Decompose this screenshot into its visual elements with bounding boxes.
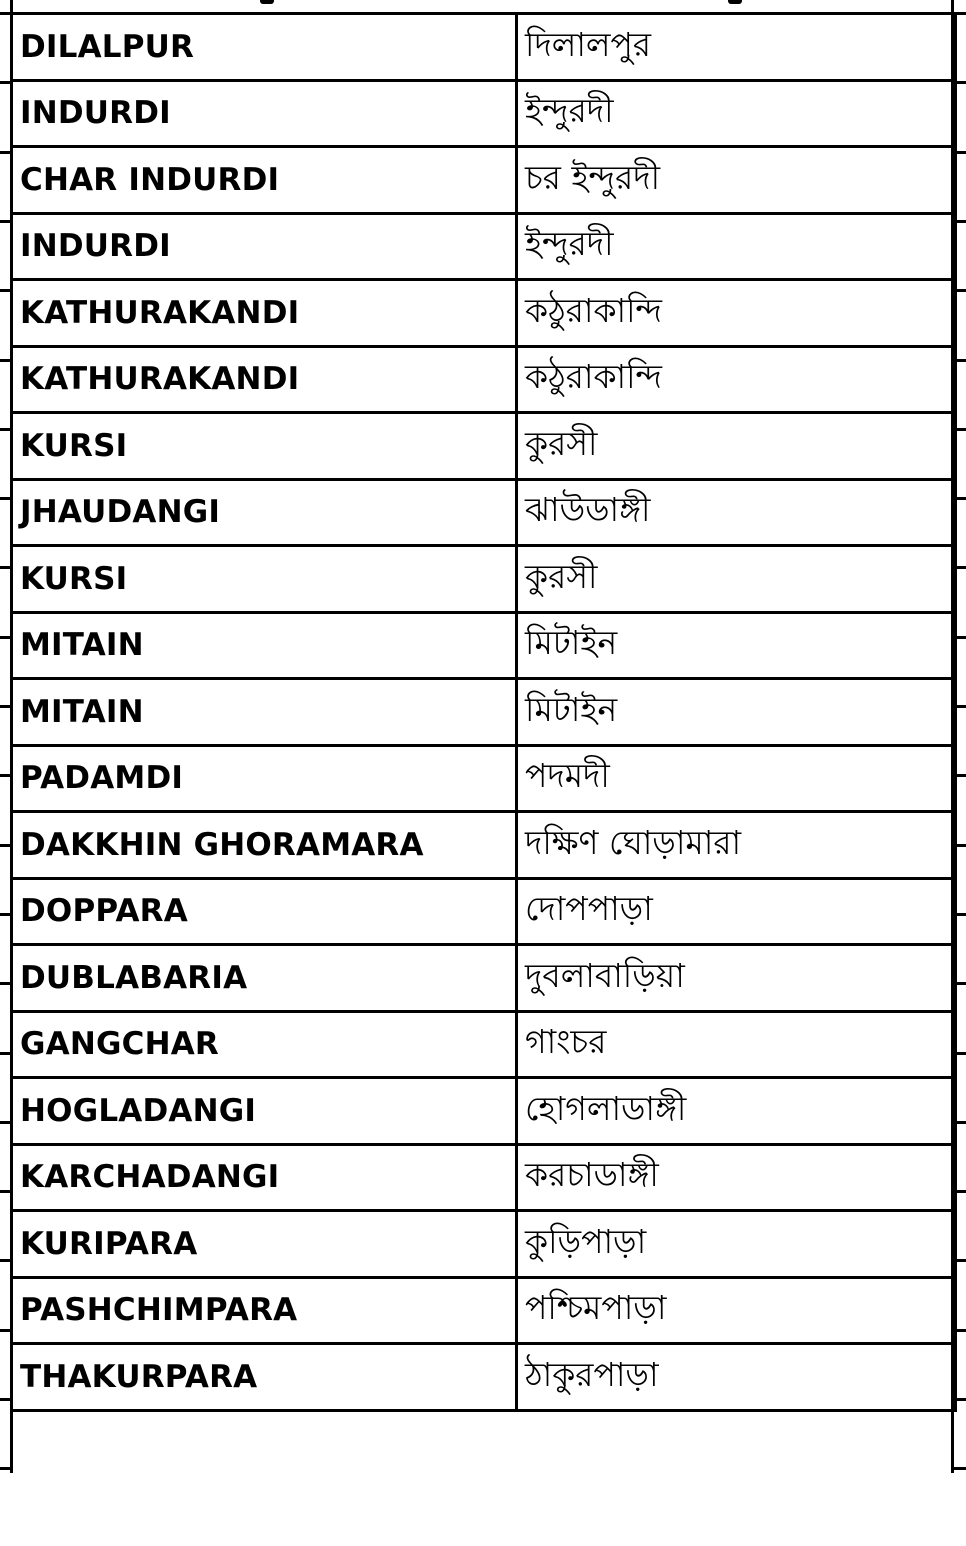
bengali-name-cell: পদমদী bbox=[517, 745, 956, 812]
row-tick-right bbox=[954, 497, 966, 500]
english-name-cell: DOPPARA bbox=[12, 878, 517, 945]
bengali-name-cell: পশ্চিমপাড়া bbox=[517, 1277, 956, 1344]
table-row bbox=[12, 14, 956, 81]
row-tick-left bbox=[0, 844, 10, 847]
row-tick-left bbox=[0, 428, 10, 431]
table-row bbox=[12, 679, 956, 746]
english-name-cell: MITAIN bbox=[12, 612, 517, 679]
row-tick-left bbox=[0, 1190, 10, 1193]
table-row bbox=[12, 1277, 956, 1344]
row-tick-left bbox=[0, 151, 10, 154]
table-row bbox=[12, 878, 956, 945]
english-name-cell: KATHURAKANDI bbox=[12, 346, 517, 413]
cropped-glyph bbox=[260, 0, 274, 4]
row-tick-right bbox=[954, 982, 966, 985]
english-name-cell: HOGLADANGI bbox=[12, 1078, 517, 1145]
table-row bbox=[12, 80, 956, 147]
bengali-name-cell: কঠুরাকান্দি bbox=[517, 280, 956, 347]
table-row bbox=[12, 546, 956, 613]
row-tick-left bbox=[0, 359, 10, 362]
row-tick-left bbox=[0, 289, 10, 292]
table-body bbox=[12, 14, 956, 1411]
bengali-name-cell: দক্ষিণ ঘোড়ামারা bbox=[517, 812, 956, 879]
english-name-cell: KURSI bbox=[12, 413, 517, 480]
bengali-name-cell: মিটাইন bbox=[517, 612, 956, 679]
english-name-cell: CHAR INDURDI bbox=[12, 147, 517, 214]
table-row bbox=[12, 213, 956, 280]
row-tick-right bbox=[954, 1052, 966, 1055]
bengali-name-cell: ঝাউডাঙ্গী bbox=[517, 479, 956, 546]
table-row bbox=[12, 280, 956, 347]
row-tick-right bbox=[954, 1121, 966, 1124]
bengali-name-cell: কঠুরাকান্দি bbox=[517, 346, 956, 413]
bengali-name-cell: দিলালপুর bbox=[517, 14, 956, 81]
english-name-cell: INDURDI bbox=[12, 80, 517, 147]
village-name-table bbox=[10, 12, 957, 1412]
row-tick-left bbox=[0, 1329, 10, 1332]
bengali-name-cell: দোপপাড়া bbox=[517, 878, 956, 945]
row-tick-right bbox=[954, 151, 966, 154]
table-row bbox=[12, 1344, 956, 1411]
row-tick-right bbox=[954, 1398, 966, 1401]
table-row bbox=[12, 346, 956, 413]
table-row bbox=[12, 612, 956, 679]
row-tick-left bbox=[0, 705, 10, 708]
row-tick-right bbox=[954, 566, 966, 569]
english-name-cell: DILALPUR bbox=[12, 14, 517, 81]
table-row bbox=[12, 479, 956, 546]
english-name-cell: GANGCHAR bbox=[12, 1011, 517, 1078]
english-name-cell: INDURDI bbox=[12, 213, 517, 280]
row-tick-left bbox=[0, 1052, 10, 1055]
english-name-cell: KARCHADANGI bbox=[12, 1144, 517, 1211]
row-tick-left bbox=[0, 636, 10, 639]
row-tick-left bbox=[0, 220, 10, 223]
bengali-name-cell: ঠাকুরপাড়া bbox=[517, 1344, 956, 1411]
row-tick-right bbox=[954, 359, 966, 362]
english-name-cell: KATHURAKANDI bbox=[12, 280, 517, 347]
row-tick-left bbox=[0, 12, 10, 15]
english-name-cell: KURIPARA bbox=[12, 1211, 517, 1278]
row-tick-left bbox=[0, 774, 10, 777]
english-name-cell: PADAMDI bbox=[12, 745, 517, 812]
row-tick-left bbox=[0, 1259, 10, 1262]
row-tick-right bbox=[954, 1329, 966, 1332]
row-tick-right bbox=[954, 12, 966, 15]
row-tick-left bbox=[0, 913, 10, 916]
bengali-name-cell: হোগলাডাঙ্গী bbox=[517, 1078, 956, 1145]
cropped-glyph bbox=[728, 0, 742, 4]
english-name-cell: JHAUDANGI bbox=[12, 479, 517, 546]
bengali-name-cell: কুরসী bbox=[517, 413, 956, 480]
english-name-cell: MITAIN bbox=[12, 679, 517, 746]
table-row bbox=[12, 147, 956, 214]
table-row bbox=[12, 1078, 956, 1145]
row-tick-right bbox=[954, 220, 966, 223]
english-name-cell: THAKURPARA bbox=[12, 1344, 517, 1411]
table-row bbox=[12, 945, 956, 1012]
bengali-name-cell: করচাডাঙ্গী bbox=[517, 1144, 956, 1211]
row-tick-right bbox=[954, 428, 966, 431]
row-tick-right bbox=[954, 844, 966, 847]
bengali-name-cell: চর ইন্দুরদী bbox=[517, 147, 956, 214]
bengali-name-cell: দুবলাবাড়িয়া bbox=[517, 945, 956, 1012]
table-row bbox=[12, 1144, 956, 1211]
english-name-cell: KURSI bbox=[12, 546, 517, 613]
row-tick-left bbox=[0, 81, 10, 84]
table-row bbox=[12, 745, 956, 812]
bengali-name-cell: কুড়িপাড়া bbox=[517, 1211, 956, 1278]
english-name-cell: DUBLABARIA bbox=[12, 945, 517, 1012]
bengali-name-cell: কুরসী bbox=[517, 546, 956, 613]
row-tick-right bbox=[954, 1467, 966, 1470]
bengali-name-cell: মিটাইন bbox=[517, 679, 956, 746]
table-row bbox=[12, 1011, 956, 1078]
bengali-name-cell: গাংচর bbox=[517, 1011, 956, 1078]
row-tick-left bbox=[0, 1467, 10, 1470]
row-tick-right bbox=[954, 81, 966, 84]
bengali-name-cell: ইন্দুরদী bbox=[517, 213, 956, 280]
row-tick-right bbox=[954, 1190, 966, 1193]
row-tick-right bbox=[954, 705, 966, 708]
row-tick-left bbox=[0, 982, 10, 985]
row-tick-right bbox=[954, 289, 966, 292]
row-tick-right bbox=[954, 774, 966, 777]
row-tick-right bbox=[954, 1259, 966, 1262]
row-tick-left bbox=[0, 1398, 10, 1401]
row-tick-right bbox=[954, 636, 966, 639]
bengali-name-cell: ইন্দুরদী bbox=[517, 80, 956, 147]
row-tick-left bbox=[0, 497, 10, 500]
row-tick-right bbox=[954, 913, 966, 916]
english-name-cell: PASHCHIMPARA bbox=[12, 1277, 517, 1344]
english-name-cell: DAKKHIN GHORAMARA bbox=[12, 812, 517, 879]
table-row bbox=[12, 1211, 956, 1278]
table-row bbox=[12, 812, 956, 879]
row-tick-left bbox=[0, 566, 10, 569]
table-row bbox=[12, 413, 956, 480]
row-tick-left bbox=[0, 1121, 10, 1124]
